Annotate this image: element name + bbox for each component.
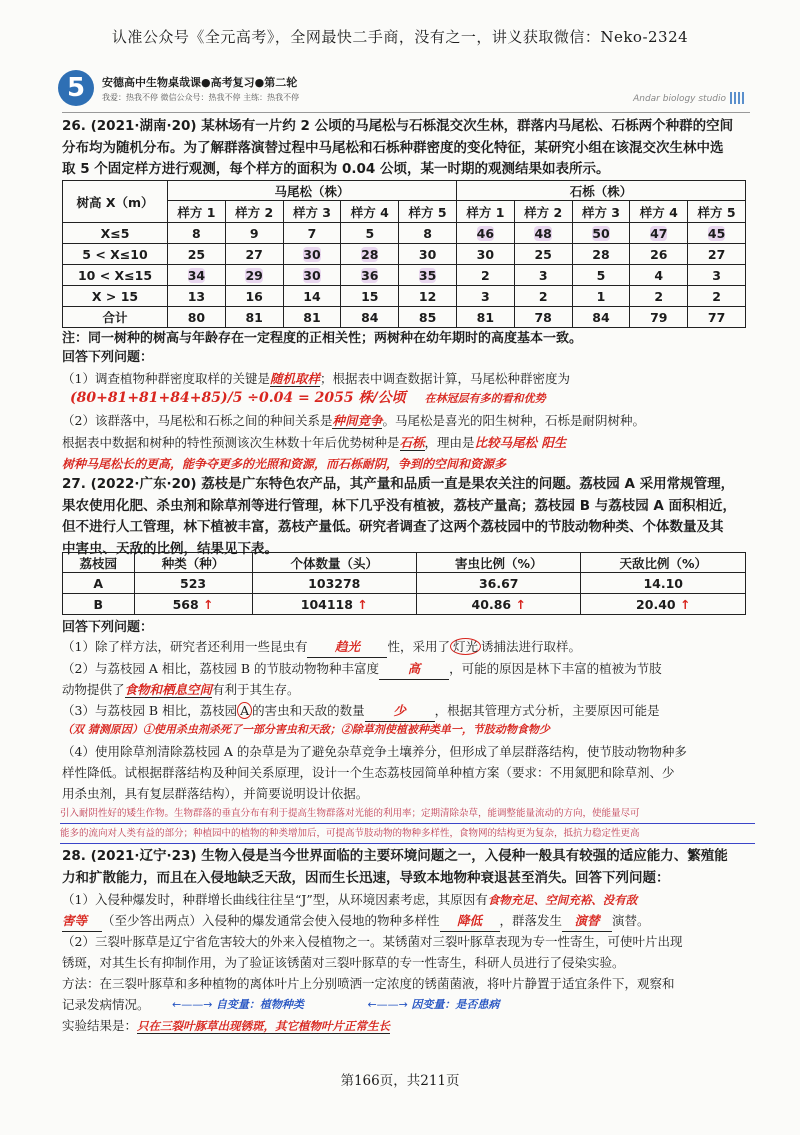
text: ，群落发生 <box>499 913 563 928</box>
cell-value: 103278 <box>308 575 361 591</box>
table-cell <box>417 573 581 594</box>
q28-part2 <box>62 931 762 973</box>
table-header: 天敌比例（%） <box>581 553 746 573</box>
q28-method-line: 记录发病情况。 <box>62 997 150 1012</box>
table-cell <box>283 286 341 307</box>
table-cell <box>341 244 399 265</box>
q28-part1b <box>62 910 762 932</box>
header-title: 安德高中生物桌哉课●高考复习●第二轮 <box>102 76 298 89</box>
cell-value: 79 <box>650 309 668 325</box>
text: ，理由是 <box>424 435 475 450</box>
table-cell <box>399 286 457 307</box>
table-cell <box>688 307 746 328</box>
table-cell <box>168 244 226 265</box>
row-label: 10 < X≤15 <box>63 265 168 286</box>
table-header: 荔枝园 <box>63 553 135 573</box>
cell-value: 30 <box>418 246 437 262</box>
cell-value: 12 <box>418 288 437 304</box>
table-plot-header: 样方 3 <box>283 201 341 223</box>
cell-value: 46 <box>476 225 495 241</box>
cell-value: 3 <box>712 267 721 283</box>
q27-answer-prompt: 回答下列问题： <box>62 620 154 635</box>
table-cell <box>688 286 746 307</box>
cell-value: 4 <box>654 267 664 283</box>
table-cell <box>283 307 341 328</box>
handwritten-answer: 演替 <box>562 910 612 932</box>
q28-p2-line: 锈斑，对其生长有抑制作用，为了验证该锈菌对三裂叶豚草的专一性寄生，科研人员进行了侵染实验。 <box>62 955 625 970</box>
q26-line: 取 5 个固定样方进行观测，每个样方的面积为 0.04 公顷，某一时期的观测结果如表所示。 <box>62 161 610 177</box>
handwritten-answer: 石栎 <box>399 435 425 450</box>
table-cell <box>283 265 341 286</box>
cell-value: 27 <box>707 246 726 262</box>
q27-part3-answer: （双 猜测原因）①使用杀虫剂杀死了一部分害虫和天敌；②除草剂使植被种类单一，节肢动物食物少 <box>62 723 550 736</box>
cell-value: 25 <box>534 246 552 262</box>
table-plot-header: 样方 3 <box>572 201 630 223</box>
table-plot-header: 样方 2 <box>514 201 572 223</box>
handwritten-answer: 只在三裂叶豚草出现锈斑，其它植物叶片正常生长 <box>137 1019 391 1033</box>
cell-value: 30 <box>303 267 321 283</box>
header-subtitle: 我爱：热我不停 微信公众号：热我不停 主练：热我不停 <box>102 93 300 102</box>
q28-p2-line: （2）三裂叶豚草是辽宁省危害较大的外来入侵植物之一。某锈菌对三裂叶豚草表现为专一性寄生，可使叶片出现 <box>62 934 683 949</box>
table-group-header: 石栎（株） <box>456 181 745 201</box>
table-cell <box>399 244 457 265</box>
handwritten-answer: 食物和栖息空间 <box>124 682 213 697</box>
q28-line: 力和扩散能力，而且在入侵地缺乏天敌，因而生长迅速，导致本地物种衰退甚至消失。回答下列问题： <box>62 869 670 886</box>
text: （至少答出两点）入侵种的爆发通常会使入侵地的物种多样性 <box>102 913 440 928</box>
cell-value: 81 <box>303 309 321 325</box>
cell-value: 30 <box>303 246 321 262</box>
q27-part1 <box>62 636 762 658</box>
cell-value: 3 <box>538 267 548 283</box>
cell-value: 5 <box>596 267 606 283</box>
table-cell <box>283 244 341 265</box>
answer-line: 引入耐阴性好的矮生作物。生物群落的垂直分布有利于提高生物群落对光能的利用率；定期清除杂草，能调整能量流动的方向，使能量尽可 <box>60 804 755 824</box>
q26-part3 <box>62 432 762 453</box>
cell-value: 1 <box>596 288 606 304</box>
text: （3）与荔枝园 B 相比，荔枝园 <box>62 703 238 718</box>
cell-value: 3 <box>481 288 490 304</box>
q27-p4-line: （4）使用除草剂清除荔枝园 A 的杂草是为了避免杂草竞争土壤养分，但形成了单层群落结构，使节肢动物物种多 <box>62 744 687 759</box>
table-cell <box>399 223 457 244</box>
table-cell <box>572 307 630 328</box>
table-row <box>63 307 746 328</box>
text: 有利于其生存。 <box>212 682 300 697</box>
page-footer: 第166页，共211页 <box>340 1073 460 1089</box>
table-header: 害虫比例（%） <box>417 553 581 573</box>
logo-icon: 5 <box>58 70 94 106</box>
handwritten-note: 在林冠层有多的看和优势 <box>424 392 546 405</box>
table-row <box>63 244 746 265</box>
table-cell <box>225 307 283 328</box>
cell-value: 14.10 <box>643 575 684 591</box>
q26-part1-work <box>70 387 760 407</box>
q26-reason: 树种马尾松长的更高，能争夺更多的光照和资源，而石栎耐阴，争到的空间和资源多 <box>62 457 507 471</box>
text: （1）入侵种爆发时，种群增长曲线往往呈“J”型，从环境因素考虑，其原因有 <box>62 892 488 907</box>
circled-word: 灯光 <box>450 638 481 655</box>
table-cell <box>341 286 399 307</box>
handwritten-answer: 高 <box>379 658 449 680</box>
cell-value: 15 <box>361 288 379 304</box>
table-cell <box>63 594 135 615</box>
text: 的害虫和天敌的数量 <box>252 703 365 718</box>
table-cell <box>630 307 688 328</box>
text: ；根据表中调查数据计算，马尾松种群密度为 <box>319 371 570 386</box>
table-cell <box>63 573 135 594</box>
table-cell <box>630 265 688 286</box>
cell-value: 27 <box>245 246 263 262</box>
table-cell <box>225 244 283 265</box>
table-header: 个体数量（头） <box>252 553 416 573</box>
q26-line: 分布均为随机分布。为了解群落演替过程中马尾松和石栎种群密度的变化特征，某研究小组在该混交次生林中选 <box>62 139 724 156</box>
table-cell <box>630 286 688 307</box>
arrow-icon: ←——→ <box>172 998 213 1011</box>
table-cell <box>341 223 399 244</box>
up-arrow-icon: ↑ <box>511 596 526 612</box>
table-cell <box>456 223 514 244</box>
bar-chart-icon <box>730 92 744 104</box>
cell-value: 9 <box>249 225 259 241</box>
text: 。马尾松是喜光的阳生树种，石栎是耐阴树种。 <box>382 413 645 428</box>
text: （2）与荔枝园 A 相比，荔枝园 B 的节肢动物物种丰富度 <box>62 661 380 676</box>
cell-value: 7 <box>307 225 317 241</box>
table-cell <box>341 307 399 328</box>
table-plot-header: 样方 4 <box>341 201 399 223</box>
handwritten-answer: 降低 <box>440 910 500 932</box>
handwritten-answer: 食物充足、空间充裕、没有敌 <box>487 893 638 907</box>
cell-value: 48 <box>534 225 552 241</box>
q28-part1 <box>62 889 762 911</box>
q27-p4-line: 用杀虫剂，具有复层群落结构），并简要说明设计依据。 <box>62 786 369 801</box>
cell-value: 5 <box>365 225 375 241</box>
cell-value: 84 <box>592 309 610 325</box>
cell-value: 45 <box>707 225 726 241</box>
cell-value: 78 <box>534 309 552 325</box>
table-cell <box>283 223 341 244</box>
q26-part2 <box>62 410 762 431</box>
table-plot-header: 样方 5 <box>688 201 746 223</box>
cell-value: 8 <box>423 225 432 241</box>
table-plot-header: 样方 1 <box>168 201 226 223</box>
table-cell <box>581 573 746 594</box>
top-banner: 认准公众号《全元高考》，全网最快二手商，没有之一，讲义获取微信：Neko-2324 <box>111 28 689 46</box>
table-cell <box>456 244 514 265</box>
cell-value: 47 <box>650 225 668 241</box>
table-cell <box>225 286 283 307</box>
table-row <box>63 573 746 594</box>
table-cell <box>168 223 226 244</box>
handwritten-answer: 害等 <box>62 910 102 932</box>
table-cell <box>341 265 399 286</box>
cell-value: 34 <box>187 267 206 283</box>
cell-value: 81 <box>476 309 495 325</box>
table-cell <box>456 286 514 307</box>
table-cell <box>572 286 630 307</box>
cell-value: 568 <box>172 596 199 612</box>
up-arrow-icon: ↑ <box>198 596 214 612</box>
text: 根据表中数据和树种的特性预测该次生林数十年后优势树种是 <box>62 435 400 450</box>
cell-value: 28 <box>592 246 610 262</box>
q26-stem <box>62 116 762 181</box>
table-cell <box>252 594 416 615</box>
table-row <box>63 265 746 286</box>
text: （1）调查植物种群密度取样的关键是 <box>62 371 270 386</box>
text: （2）该群落中，马尾松和石栎之间的种间关系是 <box>62 413 333 428</box>
q26-line: 26. (2021·湖南·20) 某林场有一片约 2 公顷的马尾松与石栎混交次生林，群落内马尾松、石栎两个种群的空间 <box>62 118 734 134</box>
cell-value: 77 <box>707 309 726 325</box>
q27-table <box>62 552 746 615</box>
q26-table <box>62 180 746 328</box>
handwritten-answer: 趋光 <box>307 636 387 658</box>
handwritten-answer: 随机取样 <box>269 371 320 386</box>
table-cell <box>225 223 283 244</box>
row-label: X≤5 <box>63 223 168 244</box>
q26-part1 <box>62 368 762 389</box>
cell-value: 20.40 <box>636 596 676 612</box>
table-cell <box>630 223 688 244</box>
text: ，根据其管理方式分析，主要原因可能是 <box>434 703 660 718</box>
q28-variables <box>172 996 672 1012</box>
table-plot-header: 样方 4 <box>630 201 688 223</box>
q28-line: 28. (2021·辽宁·23) 生物入侵是当今世界面临的主要环境问题之一，入侵种一般具有较强的适应能力、繁殖能 <box>62 848 728 864</box>
q27-line: 27. (2022·广东·20) 荔枝是广东特色农产品，其产量和品质一直是果农关注的问题。荔枝园 A 采用常规管理， <box>62 476 735 492</box>
handwritten-calculation: (80+81+81+84+85)/5 ÷0.04 = 2055 株/公顷 <box>70 390 406 406</box>
cell-value: 2 <box>538 288 548 304</box>
q27-answer <box>60 804 755 844</box>
row-label: 5 < X≤10 <box>63 244 168 265</box>
cell-value: B <box>93 596 104 612</box>
q28-method-line: 方法：在三裂叶豚草和多种植物的离体叶片上分别喷洒一定浓度的锈菌菌液，将叶片静置于适宜条件下，观察和 <box>62 976 675 991</box>
cell-value: 80 <box>187 309 206 325</box>
table-cell <box>168 286 226 307</box>
row-label: 合计 <box>63 307 168 328</box>
table-cell <box>225 265 283 286</box>
cell-value: 35 <box>418 267 437 283</box>
table-plot-header: 样方 1 <box>456 201 514 223</box>
table-cell <box>514 265 572 286</box>
cell-value: 104118 <box>300 596 353 612</box>
cell-value: 13 <box>187 288 206 304</box>
table-group-header: 马尾松（株） <box>168 181 457 201</box>
text: ，可能的原因是林下丰富的植被为节肢 <box>449 661 662 676</box>
table-cell <box>688 265 746 286</box>
text: 性，采用了 <box>387 639 450 654</box>
text: 演替。 <box>612 913 650 928</box>
q27-line: 果农使用化肥、杀虫剂和除草剂等进行管理，林下几乎没有植被，荔枝产量高；荔枝园 B 与荔枝园 A 面积相近， <box>62 497 737 514</box>
cell-value: 30 <box>476 246 495 262</box>
cell-value: 16 <box>245 288 263 304</box>
document-header <box>62 70 750 113</box>
cell-value: 36 <box>361 267 379 283</box>
q27-part2b <box>62 679 762 700</box>
table-cell <box>630 244 688 265</box>
table-header: 种类（种） <box>134 553 252 573</box>
table-cell <box>688 244 746 265</box>
handwritten-answer: 种间竞争 <box>332 413 383 428</box>
table-cell <box>456 265 514 286</box>
cell-value: 2 <box>712 288 721 304</box>
q28-stem <box>62 846 762 889</box>
header-studio: Andar biology studio <box>633 94 726 104</box>
cell-value: 81 <box>245 309 263 325</box>
cell-value: 28 <box>361 246 379 262</box>
up-arrow-icon: ↑ <box>675 596 691 612</box>
table-corner: 树高 X（m） <box>63 181 168 223</box>
table-cell <box>581 594 746 615</box>
table-cell <box>417 594 581 615</box>
table-cell <box>688 223 746 244</box>
text: （1）除了样方法，研究者还利用一些昆虫有 <box>62 639 308 654</box>
cell-value: 85 <box>418 309 437 325</box>
table-cell <box>572 223 630 244</box>
table-cell <box>168 307 226 328</box>
q27-part2 <box>62 658 762 680</box>
table-cell <box>572 265 630 286</box>
up-arrow-icon: ↑ <box>352 596 368 612</box>
table-plot-header: 样方 2 <box>225 201 283 223</box>
cell-value: 523 <box>180 575 207 591</box>
table-cell <box>399 265 457 286</box>
table-cell <box>168 265 226 286</box>
cell-value: 26 <box>650 246 668 262</box>
cell-value: 50 <box>592 225 610 241</box>
q27-part3 <box>62 700 762 722</box>
arrow-icon: ←——→ <box>367 998 408 1011</box>
q26-answer-prompt: 回答下列问题： <box>62 350 154 365</box>
answer-line: 能多的流向对人类有益的部分；种植园中的植物的种类增加后，可提高节肢动物的物种多样性，食物网的结构更为复杂，抵抗力稳定性更高 <box>60 824 755 844</box>
q27-stem <box>62 474 762 560</box>
q27-line: 但不进行人工管理，林下植被丰富，荔枝产量低。研究者调查了这两个荔枝园中的节肢动物种类、个体数量及其 <box>62 519 724 535</box>
text: 诱捕法进行取样。 <box>481 639 582 654</box>
cell-value: 14 <box>303 288 321 304</box>
table-row <box>63 223 746 244</box>
row-label: X > 15 <box>63 286 168 307</box>
table-cell <box>514 223 572 244</box>
cell-value: 84 <box>361 309 379 325</box>
cell-value: 40.86 <box>471 596 512 612</box>
cell-value: 25 <box>187 246 206 262</box>
cell-value: 2 <box>481 267 490 283</box>
circled-word: A <box>237 702 252 719</box>
table-row <box>63 594 746 615</box>
table-cell <box>134 573 252 594</box>
handwritten-note: 因变量：是否患病 <box>411 998 500 1011</box>
cell-value: A <box>93 575 104 591</box>
cell-value: 36.67 <box>478 575 519 591</box>
q27-part4 <box>62 741 762 804</box>
text: 实验结果是： <box>62 1018 138 1033</box>
table-row <box>63 286 746 307</box>
table-cell <box>399 307 457 328</box>
text: 动物提供了 <box>62 682 125 697</box>
table-cell <box>134 594 252 615</box>
table-cell <box>514 286 572 307</box>
cell-value: 8 <box>192 225 201 241</box>
cell-value: 2 <box>654 288 664 304</box>
table-cell <box>514 307 572 328</box>
handwritten-answer: 比较马尾松 阳生 <box>474 435 567 450</box>
table-cell <box>514 244 572 265</box>
table-cell <box>456 307 514 328</box>
handwritten-note: 自变量：植物种类 <box>215 998 304 1011</box>
table-plot-header: 样方 5 <box>399 201 457 223</box>
q27-p4-line: 样性降低。试根据群落结构及种间关系原理，设计一个生态荔枝园简单种植方案（要求：不用氮肥和除草剂、少 <box>62 765 675 780</box>
q27-line: 中害虫、天敌的比例，结果见下表。 <box>62 540 278 557</box>
q28-result <box>62 1015 762 1037</box>
cell-value: 29 <box>245 267 263 283</box>
handwritten-answer: 少 <box>365 700 435 722</box>
q26-note: 注：同一树种的树高与年龄存在一定程度的正相关性；两树种在幼年期时的高度基本一致。 <box>62 331 583 346</box>
table-cell <box>572 244 630 265</box>
table-cell <box>252 573 416 594</box>
